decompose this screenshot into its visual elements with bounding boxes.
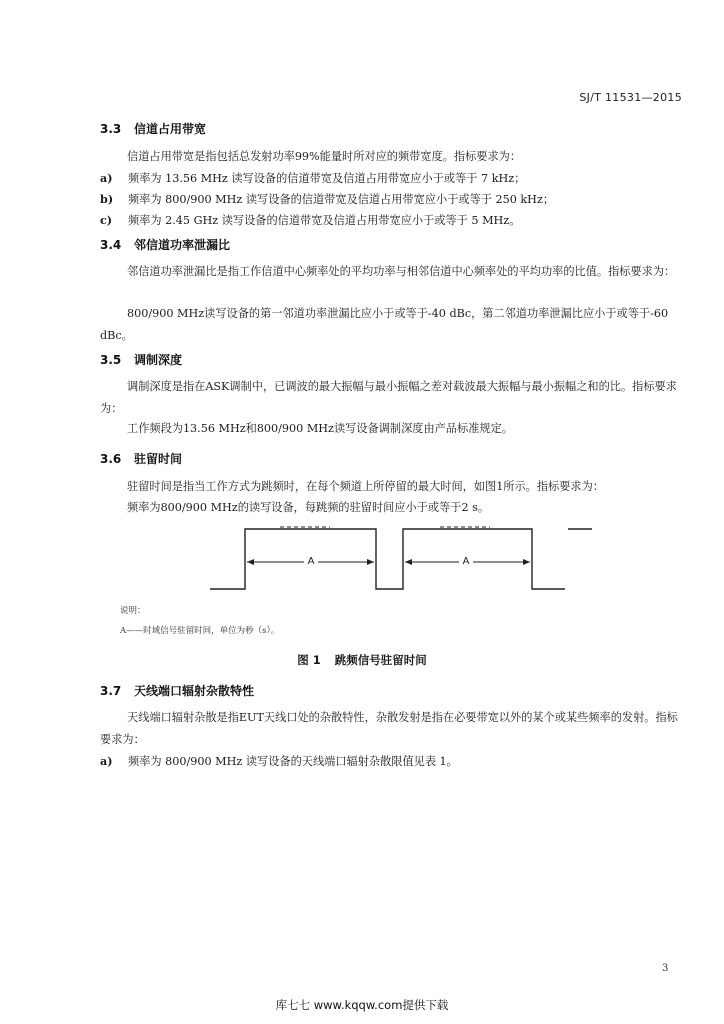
section-3-5-heading — [100, 351, 182, 368]
arrow-head — [367, 559, 374, 565]
section-3-4-body: 邻信道功率泄漏比是指工作信道中心频率处的平均功率与相邻信道中心频率处的平均功率的比值。指标要求为： — [127, 265, 676, 278]
list-text: 频率为 13.56 MHz 读写设备的信道带宽及信道占用带宽应小于或等于 7 kHz； — [128, 172, 526, 185]
standard-number: SJ/T 11531—2015 — [579, 91, 682, 104]
dwell-label: A — [462, 556, 470, 567]
arrow-head — [247, 559, 254, 565]
section-title: 信道占用带宽 — [134, 122, 207, 136]
section-3-5-requirement: 工作频段为13.56 MHz和800/900 MHz读写设备调制深度由产品标准规定。 — [127, 422, 513, 435]
section-number: 3.7 — [100, 684, 122, 698]
section-3-4-requirement: 800/900 MHz读写设备的第一邻道功率泄漏比应小于或等于-40 dBc，第二邻道功率泄漏比应小于或等于-60 dBc。 — [100, 307, 669, 342]
figure-number: 图 1 — [297, 653, 321, 667]
section-3-4-heading — [100, 236, 230, 253]
section-3-3-heading — [100, 120, 206, 137]
figure-caption — [0, 652, 724, 668]
section-title: 驻留时间 — [134, 452, 183, 466]
section-number: 3.3 — [100, 122, 122, 136]
download-footer: 库七七 www.kqqw.com提供下载 — [275, 998, 449, 1012]
page-number: 3 — [662, 963, 669, 974]
list-label: a) — [100, 754, 113, 768]
section-title: 邻信道功率泄漏比 — [134, 238, 231, 252]
list-label: c) — [100, 213, 113, 227]
arrow-head — [523, 559, 530, 565]
section-3-5-body: 调制深度是指在ASK调制中，已调波的最大振幅与最小振幅之差对载波最大振幅与最小振幅之和的比。指标要求为： — [100, 380, 677, 415]
list-label: a) — [100, 171, 113, 185]
section-3-7-heading — [100, 682, 254, 699]
figure-note-title: 说明： — [120, 606, 146, 616]
waveform — [210, 529, 565, 589]
section-number: 3.6 — [100, 452, 122, 466]
section-3-6-requirement: 频率为800/900 MHz的读写设备，每跳频的驻留时间应小于或等于2 s。 — [127, 501, 490, 514]
list-item — [100, 750, 680, 773]
figure-note-text: A——时域信号驻留时间，单位为秒（s）。 — [120, 626, 280, 636]
section-number: 3.5 — [100, 353, 122, 367]
arrow-head — [405, 559, 412, 565]
hop-dwell-diagram — [0, 520, 724, 600]
section-number: 3.4 — [100, 238, 122, 252]
section-title: 天线端口辐射杂散特性 — [134, 684, 255, 698]
list-text: 频率为 2.45 GHz 读写设备的信道带宽及信道占用带宽应小于或等于 5 MHz。 — [128, 214, 521, 227]
list-label: b) — [100, 192, 114, 206]
list-text: 频率为 800/900 MHz 读写设备的信道带宽及信道占用带宽应小于或等于 250 kHz； — [128, 193, 555, 206]
list-item — [100, 209, 680, 232]
section-3-6-heading — [100, 450, 182, 467]
section-3-6-body: 驻留时间是指当工作方式为跳频时，在每个频道上所停留的最大时间，如图1所示。指标要求为： — [127, 480, 604, 493]
section-title: 调制深度 — [134, 353, 183, 367]
list-item — [100, 167, 680, 190]
section-3-3-body: 信道占用带宽是指包括总发射功率99%能量时所对应的频带宽度。指标要求为： — [127, 150, 522, 163]
section-3-7-body: 天线端口辐射杂散是指EUT天线口处的杂散特性，杂散发射是指在必要带宽以外的某个或某些频率的发射。指标要求为： — [100, 711, 678, 746]
figure-title: 跳频信号驻留时间 — [334, 653, 427, 667]
dwell-label: A — [307, 556, 315, 567]
list-text: 频率为 800/900 MHz 读写设备的天线端口辐射杂散限值见表 1。 — [128, 755, 458, 768]
list-item — [100, 188, 680, 211]
